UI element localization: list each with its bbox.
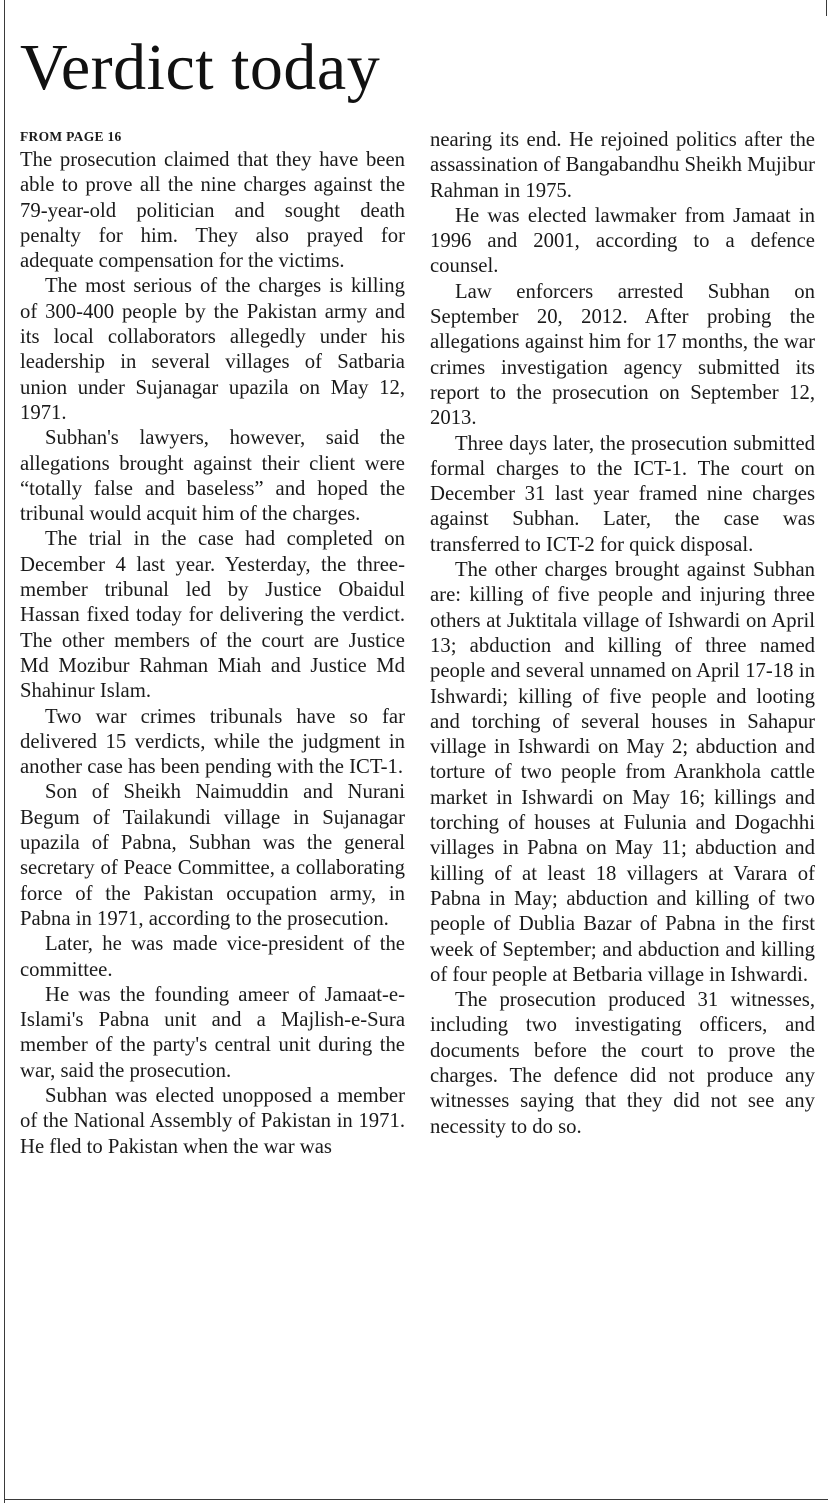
paragraph: Later, he was made vice-president of the committee.	[20, 933, 405, 981]
column-left	[20, 128, 405, 1160]
paragraph: Subhan's lawyers, however, said the allegations brought against their client were “totally false and baseless” and hoped the tribunal would acquit him of the charges.	[20, 427, 405, 526]
dateline: FROM PAGE 16	[20, 129, 122, 144]
paragraph: Two war crimes tribunals have so far delivered 15 verdicts, while the judgment in another case has been pending with the ICT-1.	[20, 705, 405, 779]
paragraph: nearing its end. He rejoined politics after the assassination of Bangabandhu Sheikh Mujibur Rahman in 1975.	[430, 129, 815, 202]
paragraph: Three days later, the prosecution submitted formal charges to the ICT-1. The court on December 31 last year framed nine charges against Subhan. Later, the case was transferred to ICT-2 for quick disposal.	[430, 432, 815, 556]
paragraph: Law enforcers arrested Subhan on September 20, 2012. After probing the allegations against him for 17 months, the war crimes investigation agency submitted its report to the prosecution on September 12, 2013.	[430, 280, 815, 430]
headline: Verdict today	[20, 31, 381, 104]
column-right	[430, 128, 815, 1140]
paragraph: The trial in the case had completed on December 4 last year. Yesterday, the three-member tribunal led by Justice Obaidul Hassan fixed today for delivering the verdict. The other members of the court are Justice Md Mozibur Rahman Miah and Justice Md Shahinur Islam.	[20, 528, 405, 703]
paragraph: The prosecution claimed that they have been able to prove all the nine charges against the 79-year-old politician and sought death penalty for him. They also prayed for adequate compensation for the victims.	[20, 149, 405, 273]
paragraph: He was the founding ameer of Jamaat-e-Islami's Pabna unit and a Majlish-e-Sura member of the party's central unit during the war, said the prosecution.	[20, 983, 405, 1082]
page-border-right	[826, 0, 827, 16]
paragraph: He was elected lawmaker from Jamaat in 1996 and 2001, according to a defence counsel.	[430, 204, 815, 278]
page-border-left	[4, 0, 5, 1503]
paragraph: The prosecution produced 31 witnesses, including two investigating officers, and documents before the court to prove the charges. The defence did not produce any witnesses saying that they did not see any necessity to do so.	[430, 989, 815, 1138]
paragraph: The other charges brought against Subhan are: killing of five people and injuring three others at Juktitala village of Ishwardi on April 13; abduction and killing of three named people and several unnamed on April 17-18 in Ishwardi; killing of five people and looting and torching of several houses in Sahapur village in Ishwardi on May 2; abduction and torture of two people from Arankhola cattle market in Ishwardi on May 16; killings and torching of houses at Fulunia and Dogachhi villages in Pabna on May 11; abduction and killing of at least 18 villagers at Varara of Pabna in May; abduction and killing of two people of Dublia Bazar of Pabna in the first week of September; and abduction and killing of four people at Betbaria village in Ishwardi.	[430, 559, 815, 986]
paragraph: The most serious of the charges is killing of 300-400 people by the Pakistan army and its local collaborators allegedly under his leadership in several villages of Satbaria union under Sujanagar upazila on May 12, 1971.	[20, 275, 405, 424]
paragraph: Subhan was elected unopposed a member of the National Assembly of Pakistan in 1971. He fled to Pakistan when the war was	[20, 1084, 405, 1158]
page-border-bottom	[4, 1499, 828, 1500]
paragraph: Son of Sheikh Naimuddin and Nurani Begum of Tailakundi village in Sujanagar upazila of Pabna, Subhan was the general secretary of Peace Committee, a collaborating force of the Pakistan occupation army, in Pabna in 1971, according to the prosecution.	[20, 781, 405, 930]
